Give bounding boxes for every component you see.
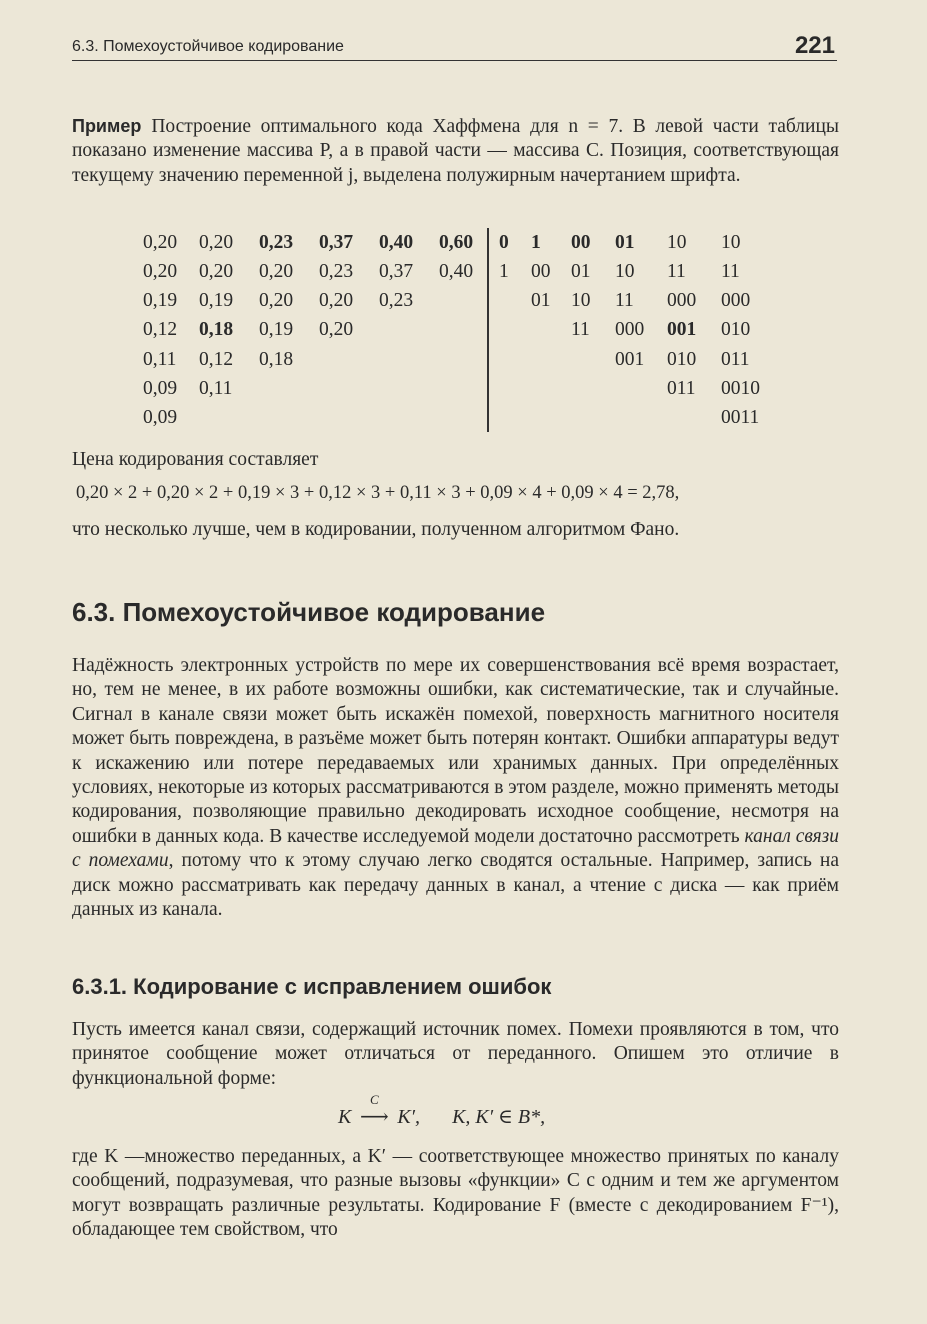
table-cell-right-r1-c1: 00 (531, 261, 551, 282)
header-section-title: 6.3. Помехоустойчивое кодирование (72, 38, 344, 55)
subsection-paragraph: Пусть имеется канал связи, содержащий источник помех. Помехи проявляются в том, что принятое сообщение может отличаться от переданного. Опишем это отличие в функциональной форме: (72, 1019, 839, 1089)
subsection-heading: 6.3.1. Кодирование с исправлением ошибок (72, 974, 552, 999)
table-cell-left-r1-c1: 0,20 (199, 261, 234, 282)
table-cell-right-r1-c4: 11 (667, 261, 686, 282)
table-cell-right-r0-c5: 10 (721, 232, 741, 253)
table-cell-right-r0-c3: 01 (615, 232, 635, 253)
table-cell-right-r0-c0: 0 (499, 232, 509, 253)
section-text-italic: канал связи с помехами (72, 825, 839, 872)
table-cell-right-r2-c2: 10 (571, 290, 591, 311)
table-cell-right-r3-c2: 11 (571, 319, 590, 340)
cost-formula: 0,20 × 2 + 0,20 × 2 + 0,19 × 3 + 0,12 × 3 + 0,11 × 3 + 0,09 × 4 + 0,09 × 4 = 2,78, (76, 483, 680, 503)
table-cell-right-r0-c2: 00 (571, 232, 591, 253)
formula-lhs: K (338, 1106, 352, 1128)
table-cell-left-r5-c0: 0,09 (143, 378, 178, 399)
table-divider (487, 228, 489, 432)
table-cell-right-r2-c3: 11 (615, 290, 634, 311)
table-cell-left-r0-c5: 0,60 (439, 232, 474, 253)
formula-arrow-label: C (370, 1092, 379, 1107)
table-cell-right-r1-c3: 10 (615, 261, 635, 282)
huffman-table (135, 228, 785, 434)
formula-rhs: K′, (397, 1106, 421, 1128)
formula-condition: K, K′ ∈ B*, (452, 1106, 546, 1128)
table-cell-left-r2-c1: 0,19 (199, 290, 234, 311)
table-cell-left-r3-c0: 0,12 (143, 319, 178, 340)
table-cell-right-r4-c4: 010 (667, 349, 697, 370)
display-formula (338, 1092, 546, 1129)
formula-arrow: C ⟶ (356, 1104, 392, 1129)
table-cell-right-r4-c3: 001 (615, 349, 645, 370)
running-header (72, 30, 837, 61)
table-cell-right-r1-c5: 11 (721, 261, 740, 282)
table-cell-left-r4-c2: 0,18 (259, 349, 294, 370)
table-cell-right-r1-c2: 01 (571, 261, 591, 282)
table-cell-left-r0-c4: 0,40 (379, 232, 414, 253)
section-paragraph (72, 654, 839, 922)
table-cell-right-r6-c5: 0011 (721, 407, 760, 428)
table-cell-right-r2-c5: 000 (721, 290, 751, 311)
table-cell-left-r4-c1: 0,12 (199, 349, 234, 370)
table-cell-left-r3-c3: 0,20 (319, 319, 354, 340)
table-cell-left-r2-c4: 0,23 (379, 290, 414, 311)
table-cell-left-r2-c3: 0,20 (319, 290, 354, 311)
table-cell-left-r1-c3: 0,23 (319, 261, 354, 282)
table-cell-left-r0-c3: 0,37 (319, 232, 354, 253)
table-cell-left-r2-c0: 0,19 (143, 290, 178, 311)
table-cell-left-r1-c5: 0,40 (439, 261, 474, 282)
table-cell-left-r3-c1: 0,18 (199, 319, 234, 340)
table-cell-right-r5-c4: 011 (667, 378, 696, 399)
table-cell-right-r4-c5: 011 (721, 349, 750, 370)
table-cell-right-r3-c4: 001 (667, 319, 697, 340)
table-cell-left-r3-c2: 0,19 (259, 319, 294, 340)
page-number: 221 (794, 32, 835, 59)
table-cell-right-r3-c5: 010 (721, 319, 751, 340)
table-cell-left-r1-c0: 0,20 (143, 261, 178, 282)
table-cell-right-r2-c1: 01 (531, 290, 551, 311)
table-cell-left-r4-c0: 0,11 (143, 349, 177, 370)
table-cell-right-r0-c4: 10 (667, 232, 687, 253)
table-cell-right-r3-c3: 000 (615, 319, 645, 340)
section-text-2: , потому что к этому случаю легко сводятся остальные. Например, запись на диск можно рассматривать как передачу данных в канал, а чтение с диска — как приём данных из канала. (72, 850, 839, 921)
example-paragraph (72, 114, 839, 188)
section-text-1: Надёжность электронных устройств по мере их совершенствования всё время возрастает, но, тем не менее, в их работе возможны ошибки, как систематические, так и случайные. Сигнал в канале связи может быть искажён помехой, поверхность магнитного носителя может быть повреждена, в разъёме может быть потерян контакт. Ошибки аппаратуры ведут к искажению или потере передаваемых или хранимых данных. При определённых условиях, некоторые из которых рассматриваются в этом разделе, можно применять методы кодирования, позволяющие правильно декодировать исходное сообщение, несмотря на ошибки в данных кода. В качестве исследуемой модели достаточно рассмотреть (72, 655, 839, 847)
cost-outro: что несколько лучше, чем в кодировании, полученном алгоритмом Фано. (72, 519, 680, 540)
table-cell-right-r0-c1: 1 (531, 232, 541, 253)
final-paragraph: где K —множество переданных, а K′ — соответствующее множество принятых по каналу сообщений, подразумевая, что разные вызовы «функции» C с одним и тем же аргументом могут возвращать различные результаты. Кодирование F (вместе с декодированием F⁻¹), обладающее тем свойством, что (72, 1146, 839, 1241)
table-cell-left-r0-c2: 0,23 (259, 232, 294, 253)
cost-intro: Цена кодирования составляет (72, 449, 319, 470)
table-cell-left-r6-c0: 0,09 (143, 407, 178, 428)
table-cell-left-r0-c0: 0,20 (143, 232, 178, 253)
table-cell-right-r2-c4: 000 (667, 290, 697, 311)
section-heading: 6.3. Помехоустойчивое кодирование (72, 597, 546, 627)
table-cell-left-r0-c1: 0,20 (199, 232, 234, 253)
table-cell-right-r1-c0: 1 (499, 261, 509, 282)
table-cell-left-r1-c4: 0,37 (379, 261, 414, 282)
example-text: Построение оптимального кода Хаффмена для n = 7. В левой части таблицы показано изменение массива P, а в правой части — массива C. Позиция, соответствующая текущему значению переменной j, выделена полужирным начертанием шрифта. (72, 116, 839, 186)
table-cell-left-r2-c2: 0,20 (259, 290, 294, 311)
example-label: Пример (72, 116, 142, 136)
table-cell-right-r5-c5: 0010 (721, 378, 760, 399)
table-cell-left-r5-c1: 0,11 (199, 378, 233, 399)
table-cell-left-r1-c2: 0,20 (259, 261, 294, 282)
